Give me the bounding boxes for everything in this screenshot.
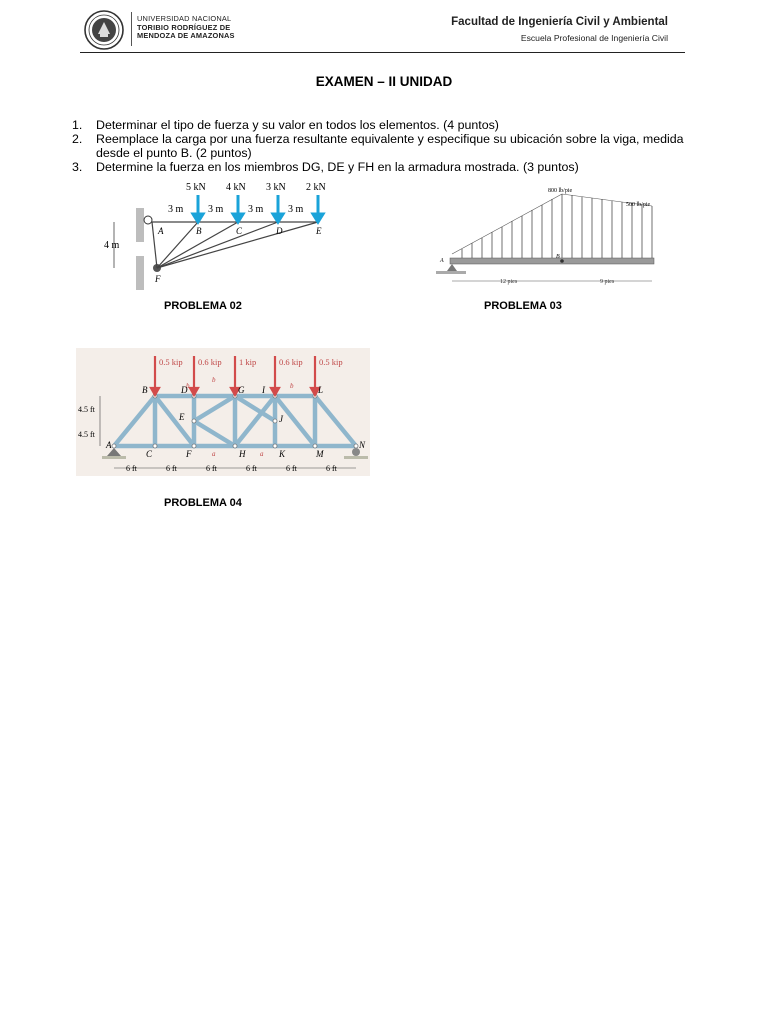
section-label: a: [260, 450, 264, 458]
question-text: Determinar el tipo de fuerza y su valor en todos los elementos. (4 puntos): [96, 118, 499, 132]
problem-03-caption: PROBLEMA 03: [484, 300, 562, 312]
section-label: b: [212, 376, 216, 384]
node-label: A: [106, 440, 112, 450]
header-divider: [80, 52, 685, 53]
node-label: D: [276, 226, 283, 236]
node-label: G: [238, 385, 245, 395]
node-label: I: [262, 385, 265, 395]
exam-title: EXAMEN – II UNIDAD: [315, 74, 453, 89]
spacing-label: 6 ft: [166, 464, 177, 473]
load-label: 3 kN: [266, 182, 286, 193]
load-label: 0.6 kip: [198, 357, 222, 367]
node-label: J: [279, 414, 283, 424]
university-line-1: UNIVERSIDAD NACIONAL: [137, 14, 232, 23]
node-label: A: [158, 226, 164, 236]
university-line-2: TORIBIO RODRÍGUEZ DE: [137, 22, 231, 32]
node-label: C: [146, 449, 153, 459]
university-name: [137, 15, 235, 41]
question-item: [72, 118, 712, 132]
spacing-label: 6 ft: [246, 464, 257, 473]
problem-04-truss-figure: [76, 348, 370, 476]
truss-members: [152, 222, 318, 268]
section-label: a: [212, 450, 216, 458]
spacing-label: 6 ft: [326, 464, 337, 473]
ground-a: [102, 456, 126, 459]
height-label: 4 m: [104, 240, 120, 251]
height-label: 4.5 ft: [78, 430, 95, 439]
node-label: B: [556, 254, 560, 260]
university-seal-logo: [84, 10, 124, 50]
problem-02-caption: PROBLEMA 02: [164, 300, 242, 312]
university-line-3: MENDOZA DE AMAZONAS: [137, 31, 235, 41]
wall-support-upper: [136, 208, 144, 242]
beam: [450, 258, 654, 264]
question-number: 3.: [72, 160, 83, 174]
problem-04-caption: PROBLEMA 04: [164, 497, 242, 509]
node-label: K: [279, 449, 286, 459]
distributed-load-arrows: [462, 194, 652, 258]
node-label: L: [318, 385, 324, 395]
spacing-label: 6 ft: [286, 464, 297, 473]
logo-separator: [131, 12, 132, 46]
dim-label-left: 12 pies: [500, 279, 518, 285]
node-label: D: [181, 385, 188, 395]
school-name: Escuela Profesional de Ingeniería Civil: [520, 33, 668, 43]
problem-03-beam-figure: [434, 182, 658, 290]
question-number: 2.: [72, 132, 83, 146]
support-a: [447, 264, 457, 271]
load-label: 0.5 kip: [319, 357, 343, 367]
load-label: 1 kip: [239, 357, 257, 367]
node-label: H: [239, 449, 246, 459]
spacing-label: 3 m: [168, 204, 184, 215]
load-label: 0.6 kip: [279, 357, 303, 367]
spacing-label: 3 m: [248, 204, 264, 215]
node-label: A: [440, 258, 444, 264]
load-label: 2 kN: [306, 182, 326, 193]
node-label: E: [316, 226, 322, 236]
load-label-left: 800 lb/pie: [548, 188, 573, 194]
question-text: Determine la fuerza en los miembros DG, DE y FH en la armadura mostrada. (3 puntos): [96, 160, 579, 174]
question-text: Reemplace la carga por una fuerza resultante equivalente y especifique su ubicación sobre la viga, medida desde el punto B. (2 puntos): [96, 132, 684, 160]
load-label-right: 500 lb/pie: [626, 202, 651, 208]
node-label: N: [359, 440, 366, 450]
faculty-name: Facultad de Ingeniería Civil y Ambiental: [451, 16, 668, 28]
section-label: b: [186, 382, 190, 390]
node-label: M: [316, 449, 324, 459]
ground-hatch: [436, 271, 466, 274]
question-list: [72, 118, 712, 174]
pin-a: [144, 216, 152, 224]
dim-label-right: 9 pies: [600, 279, 615, 285]
load-label: 5 kN: [186, 182, 206, 193]
load-label: 4 kN: [226, 182, 246, 193]
question-item: [72, 132, 712, 160]
node-label: C: [236, 226, 243, 236]
node-label: E: [179, 412, 185, 422]
question-number: 1.: [72, 118, 83, 132]
spacing-label: 3 m: [288, 204, 304, 215]
load-label: 0.5 kip: [159, 357, 183, 367]
node-label: B: [142, 385, 148, 395]
wall-support-lower: [136, 256, 144, 290]
spacing-label: 6 ft: [206, 464, 217, 473]
node-label: F: [186, 449, 192, 459]
problem-02-truss-figure: [100, 178, 340, 292]
pin-b: [560, 259, 564, 263]
ground-n: [344, 456, 368, 459]
spacing-label: 3 m: [208, 204, 224, 215]
question-item: [72, 160, 712, 174]
node-label: F: [155, 274, 161, 284]
height-label: 4.5 ft: [78, 405, 95, 414]
spacing-label: 6 ft: [126, 464, 137, 473]
section-label: b: [290, 382, 294, 390]
node-label: B: [196, 226, 202, 236]
